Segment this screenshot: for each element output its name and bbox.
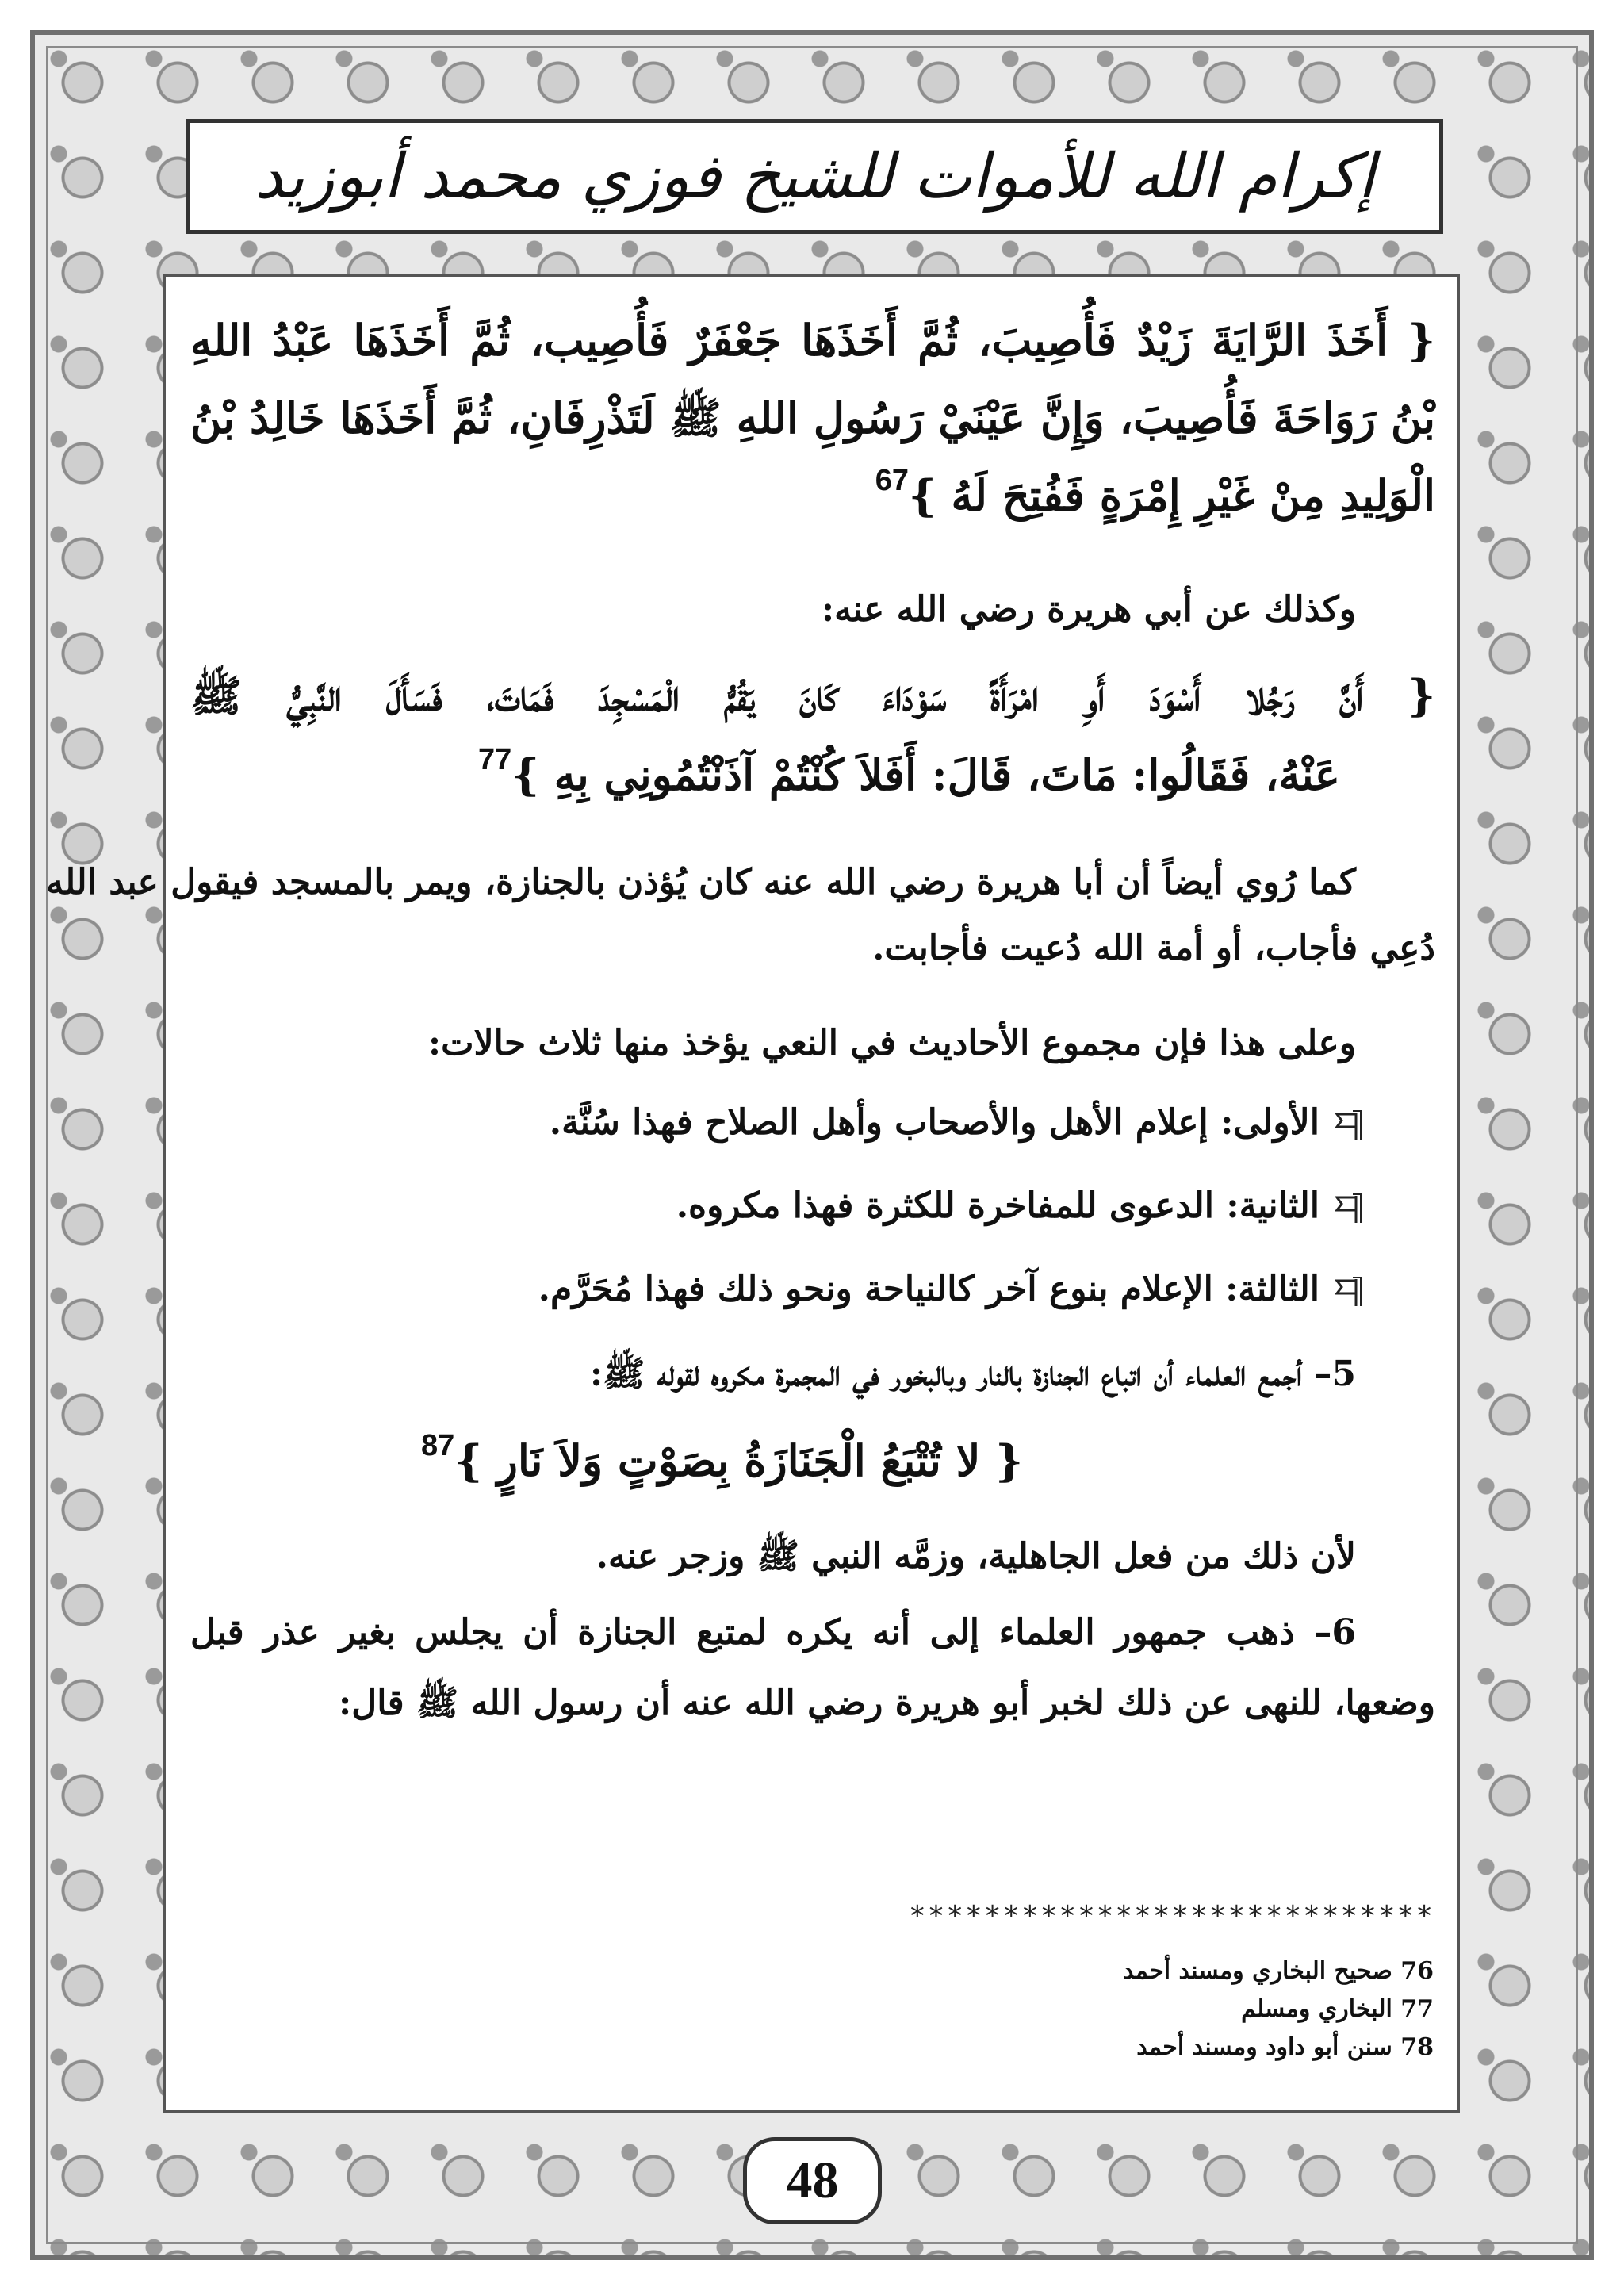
footnote-separator: **************************** — [909, 1900, 1434, 1933]
quote-1-line-1: { أَخَذَ الرَّايَةَ زَيْدٌ فَأُصِيبَ، ثُمَّ أَخَذَهَا جَعْفَرٌ فَأُصِيب، ثُمَّ أَخَذَهَا عَبْدُ اللهِ — [190, 315, 1435, 366]
case-first-text: الأولى: إعلام الأهل والأصحاب وأهل الصلاح فهذا سُنَّة. — [549, 1102, 1320, 1143]
case-second-text: الثانية: الدعوى للمفاخرة للكثرة فهذا مكروه. — [676, 1186, 1320, 1226]
page-number-badge — [743, 2137, 882, 2224]
page-number: 48 — [786, 2151, 839, 2209]
quote-2-line-2-text: عَنْهُ، فَقَالُوا: مَاتَ، قَالَ: أَفَلاَ كُنْتُمْ آذَنْتُمُونِي بِهِ } — [511, 749, 1340, 800]
flag-icon — [1329, 1108, 1364, 1143]
case-first — [550, 1102, 1364, 1143]
header-banner — [186, 119, 1443, 234]
footnote-ref-67: 67 — [875, 464, 909, 497]
quote-1-line-3-text: الْوَلِيدِ مِنْ غَيْرِ إِمْرَةٍ فَفُتِحَ لَهُ } — [908, 470, 1435, 521]
case-third-text: الثالثة: الإعلام بنوع آخر كالنياحة ونحو ذلك فهذا مُحَرَّم. — [538, 1269, 1320, 1309]
point-6-line-2: وضعها، للنهى عن ذلك لخبر أبو هريرة رضي الله عنه أن رسول الله ﷺ قال: — [339, 1683, 1435, 1723]
footnote-78: 78 سنن أبو داود ومسند أحمد — [1136, 2033, 1434, 2061]
quote-3 — [413, 1429, 1023, 1486]
quote-3-text: { لا تُتْبَعُ الْجَنَازَةُ بِصَوْتٍ وَلاَ نَارٍ } — [454, 1435, 1023, 1486]
flag-icon — [1329, 1191, 1364, 1226]
paragraph-abu-hurayra: وكذلك عن أبي هريرة رضي الله عنه: — [821, 589, 1356, 630]
book-title: إكرام الله للأموات للشيخ فوزي محمد أبوزيد — [255, 140, 1375, 213]
point-6-line-1: 6– ذهب جمهور العلماء إلى أنه يكره لمتبع الجنازة أن يجلس بغير عذر قبل — [190, 1612, 1356, 1653]
case-second — [676, 1186, 1364, 1226]
quote-2-line-2 — [470, 743, 1340, 800]
point-5: 5– أجمع العلماء أن اتباع الجنازة بالنار وبالبخور في المجمرة مكروه لقوله ﷺ: — [590, 1354, 1356, 1394]
quote-1-line-3 — [868, 464, 1435, 521]
paragraph-jahiliyya: لأن ذلك من فعل الجاهلية، وزمَّه النبي ﷺ وزجر عنه. — [596, 1536, 1356, 1576]
flag-icon — [1329, 1274, 1364, 1309]
footnote-ref-77: 77 — [477, 743, 512, 776]
footnote-77: 77 البخاري ومسلم — [1241, 1995, 1434, 2023]
case-third — [538, 1269, 1364, 1309]
footnote-76: 76 صحيح البخاري ومسند أحمد — [1123, 1957, 1434, 1985]
paragraph-three-cases: وعلى هذا فإن مجموع الأحاديث في النعي يؤخذ منها ثلاث حالات: — [427, 1023, 1356, 1063]
paragraph-narration-line-1: كما رُوي أيضاً أن أبا هريرة رضي الله عنه كان يُؤذن بالجنازة، ويمر بالمسجد فيقول عبد الله — [46, 862, 1356, 902]
footnote-ref-87: 87 — [421, 1429, 455, 1462]
quote-2-line-1: { أَنَّ رَجُلا أَسْوَدَ أَوِ امْرَأَةً سَوْدَاءَ كَانَ يَقُمُّ الْمَسْجِدَ فَمَاتَ، فَسَأَلَ النَّبِيُّ ﷺ — [190, 670, 1435, 721]
paragraph-narration-line-2: دُعِي فأجاب، أو أمة الله دُعيت فأجابت. — [872, 928, 1435, 968]
quote-1-line-2: بْنُ رَوَاحَةَ فَأُصِيبَ، وَإِنَّ عَيْنَيْ رَسُولِ اللهِ ﷺ لَتَذْرِفَانِ، ثُمَّ أَخَذَهَا خَالِدُ بْنُ — [190, 393, 1435, 443]
